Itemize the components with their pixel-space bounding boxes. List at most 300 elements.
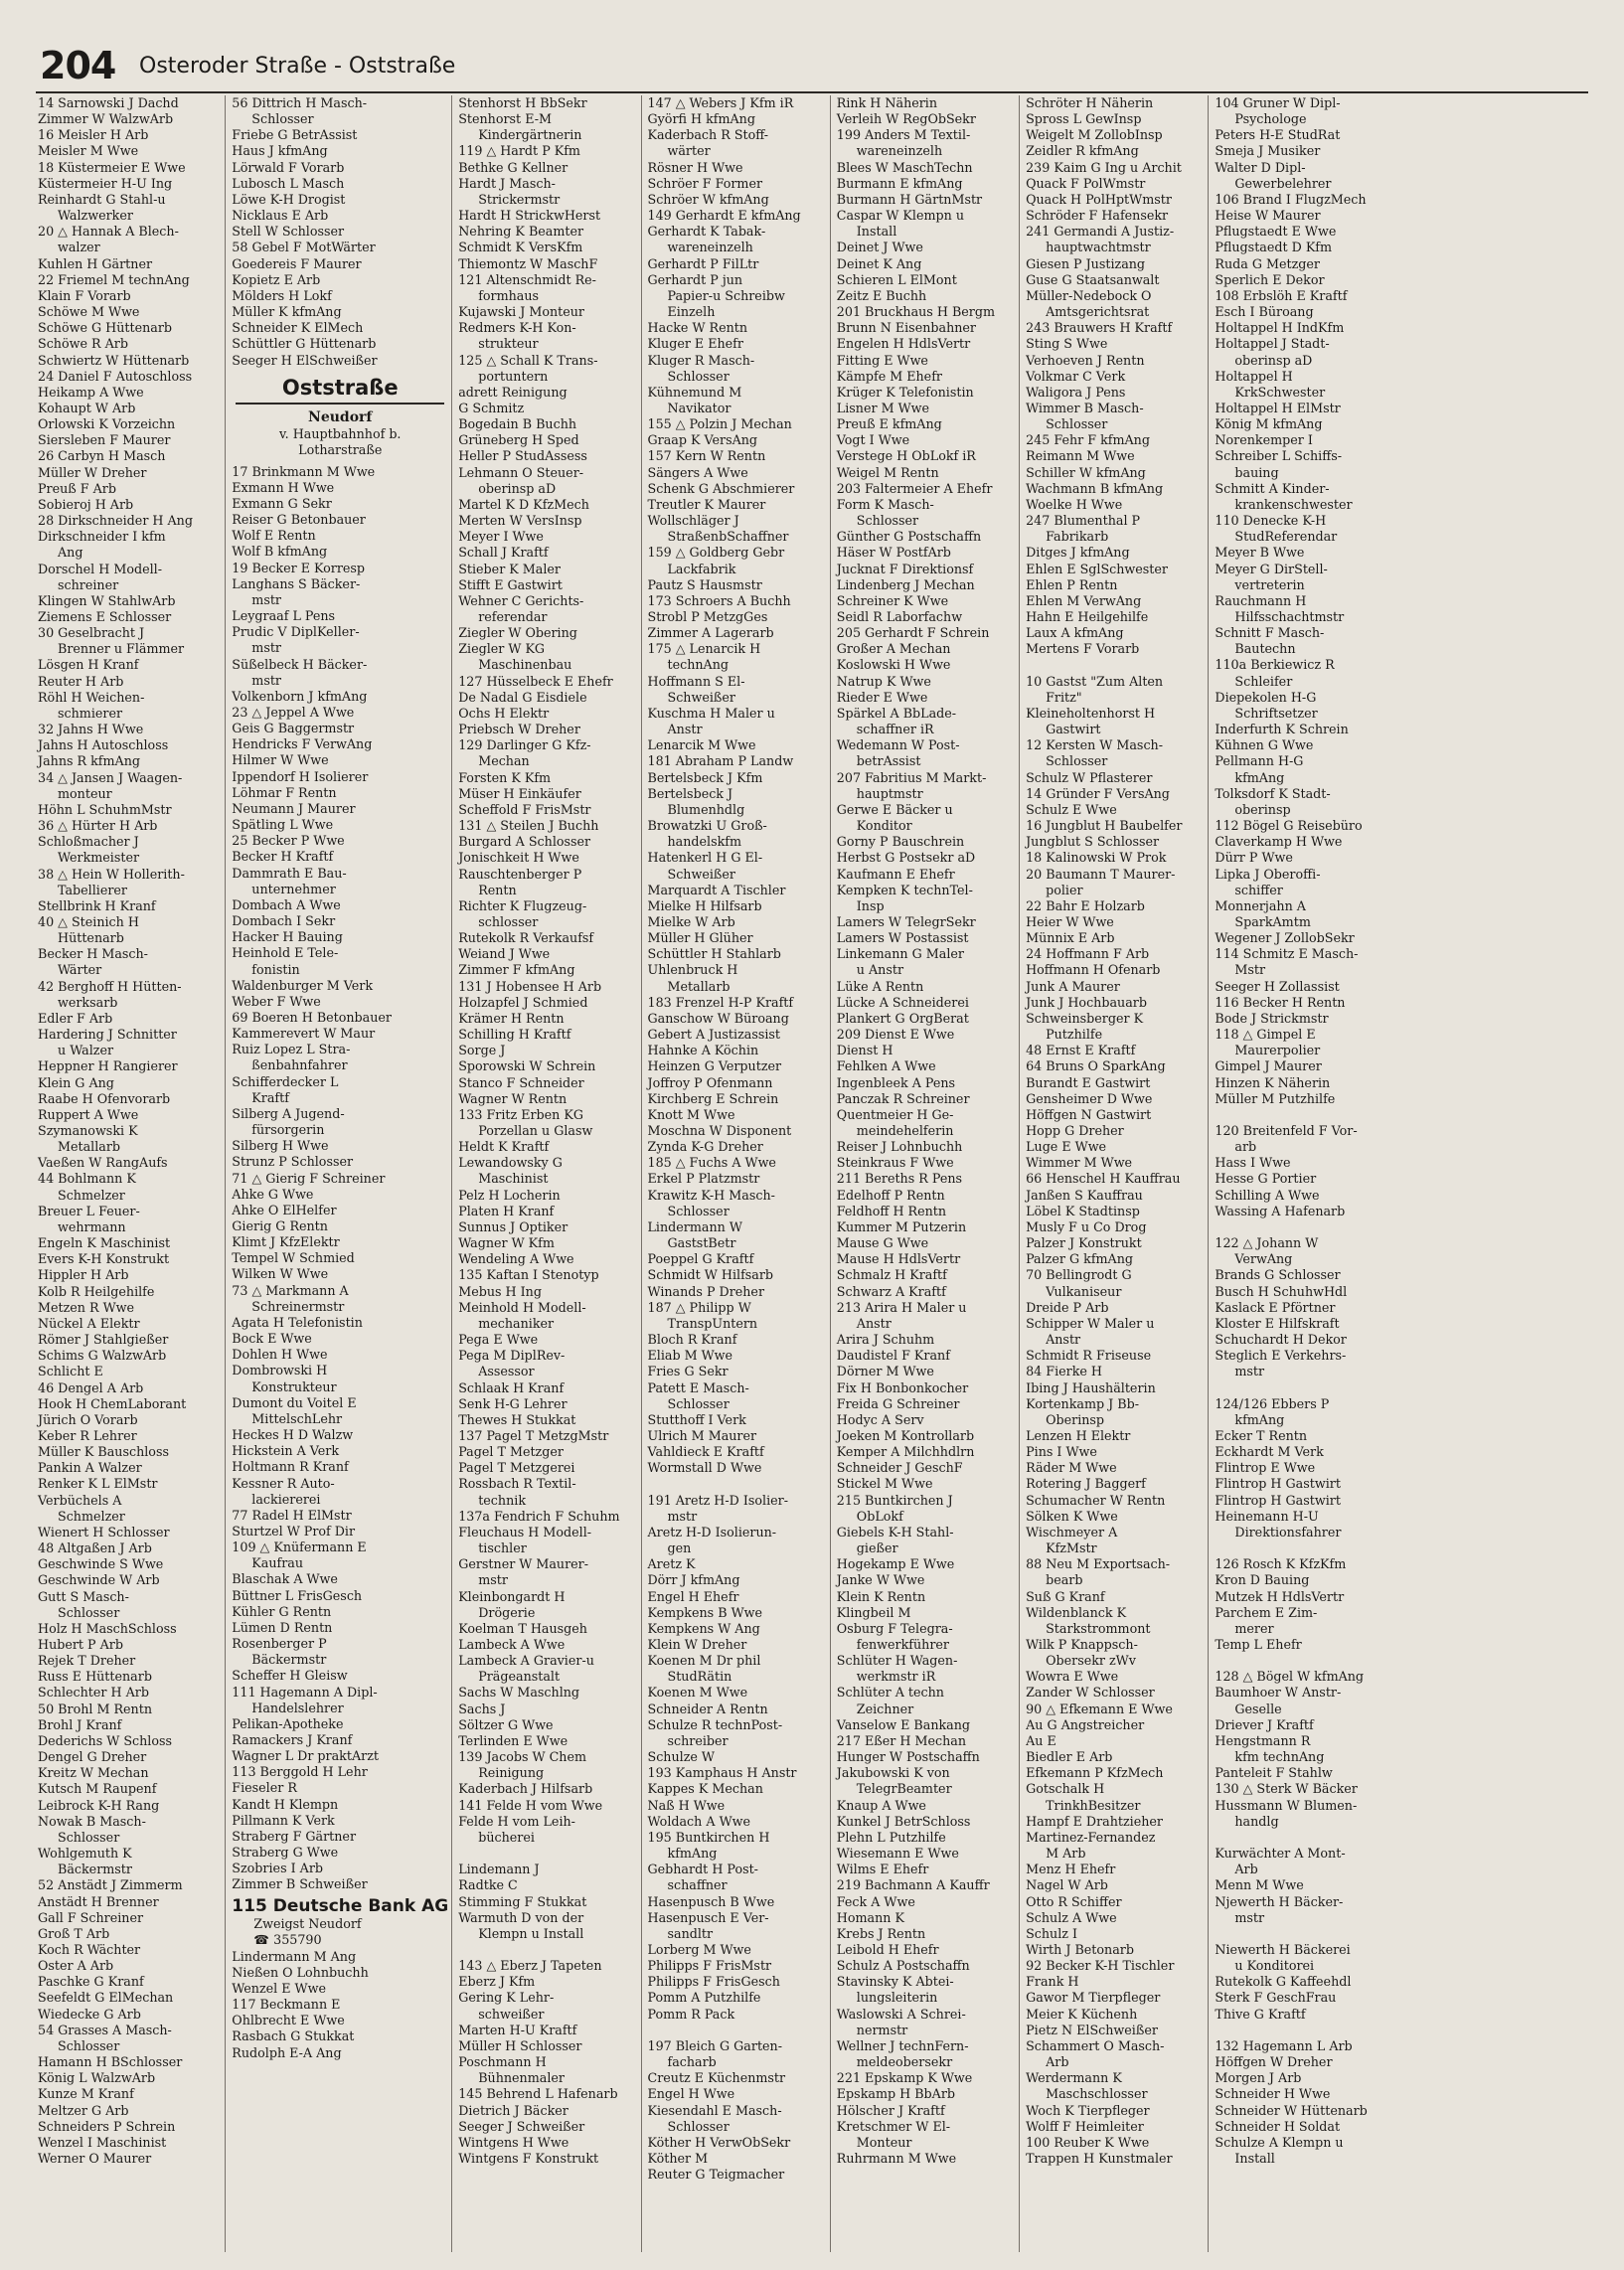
directory-entry-line: Pomm R Pack	[647, 2006, 735, 2022]
directory-entry-line: Hacker H Bauing	[232, 929, 343, 945]
directory-entry-line: Wenzel I Maschinist	[38, 2134, 167, 2150]
directory-entry-line: Prägeanstalt	[478, 1669, 561, 1685]
directory-entry-line: Inderfurth K Schrein	[1215, 722, 1349, 737]
directory-entry-line: Raabe H Ofenvorarb	[38, 1090, 171, 1106]
directory-entry-line: Lamers W Postassist	[836, 930, 969, 946]
directory-entry-line: Lorberg M Wwe	[647, 1941, 751, 1957]
directory-entry-line: 132 Hagemann L Arb	[1215, 2037, 1353, 2053]
directory-entry-line: Goedereis F Maurer	[232, 255, 362, 271]
directory-entry-line: 14 Sarnowski J Dachd	[38, 95, 179, 110]
directory-entry-line: Schröer W kfmAng	[647, 191, 769, 207]
directory-entry-line: 56 Dittrich H Masch-	[232, 95, 368, 110]
directory-entry-line: Stavinsky K Abtei-	[836, 1974, 954, 1990]
directory-entry-line: 16 Jungblut H Baubelfer	[1026, 818, 1183, 834]
directory-entry-line: Schlosser	[667, 1203, 730, 1218]
directory-entry-line: Schulz E Wwe	[1026, 801, 1117, 817]
directory-entry-line: Ziemens E Schlosser	[38, 609, 172, 624]
directory-entry-line: Walzwerker	[58, 208, 133, 224]
directory-entry-line: 48 Altgaßen J Arb	[38, 1540, 152, 1556]
directory-entry-line: 40 △ Steinich H	[38, 913, 139, 929]
directory-entry-line: Klempn u Install	[478, 1925, 584, 1941]
directory-entry-line: Pflugstaedt E Wwe	[1215, 224, 1337, 240]
directory-entry-line: Graap K VersAng	[647, 432, 758, 448]
directory-entry-line: Klimt J KfzElektr	[232, 1234, 340, 1250]
directory-entry-line: Philipps F FrisMstr	[647, 1958, 772, 1974]
directory-entry-line: Pagel T Metzger	[458, 1444, 564, 1460]
directory-entry-line: unternehmer	[251, 881, 336, 896]
directory-entry-line: Nowak B Masch-	[38, 1813, 146, 1829]
directory-entry-line: Krawitz K-H Masch-	[647, 1187, 775, 1203]
directory-entry-line: Hoffmann H Ofenarb	[1026, 962, 1161, 978]
directory-entry-line: Eliab M Wwe	[647, 1348, 733, 1364]
street-heading-block	[232, 373, 448, 458]
directory-entry-line: Meyer G DirStell-	[1215, 561, 1328, 576]
directory-entry-line: Wohlgemuth K	[38, 1846, 132, 1862]
directory-entry-line: Verstege H ObLokf iR	[836, 448, 976, 464]
directory-entry-line: Schlosser	[251, 111, 314, 127]
directory-entry-line: 22 Friemel M technAng	[38, 271, 190, 287]
directory-entry-line: Wintgens H Wwe	[458, 2134, 569, 2150]
directory-entry-line: Heinzen G Verputzer	[647, 1058, 782, 1074]
directory-entry-line: Stellbrink H Kranf	[38, 897, 156, 913]
directory-entry-line: Schneider A Rentn	[647, 1701, 768, 1716]
directory-entry-line: 118 △ Gimpel E	[1215, 1027, 1316, 1043]
directory-entry-line: Winands P Dreher	[647, 1283, 765, 1299]
directory-entry-line: 16 Meisler H Arb	[38, 127, 149, 143]
directory-entry-line: Schmidt W Hilfsarb	[647, 1267, 774, 1283]
directory-entry-line: 66 Henschel H Kauffrau	[1026, 1171, 1181, 1187]
directory-entry-line: Siersleben F Maurer	[38, 432, 171, 448]
directory-entry-line: Insp	[856, 897, 885, 913]
directory-entry-line	[1215, 1380, 1393, 1396]
directory-entry-line: Hussmann W Blumen-	[1215, 1797, 1358, 1813]
directory-entry-line: Eberz J Kfm	[458, 1974, 536, 1990]
directory-entry-line: Gerhardt P jun	[647, 271, 743, 287]
directory-entry-line: Leygraaf L Pens	[232, 608, 336, 624]
directory-entry-line: 44 Bohlmann K	[38, 1171, 136, 1187]
directory-entry-line: Schlechter H Arb	[38, 1685, 149, 1701]
directory-entry-line: Au E	[1026, 1732, 1056, 1748]
directory-entry-line: Preuß F Arb	[38, 480, 116, 496]
directory-entry-line: Klein G Ang	[38, 1074, 114, 1090]
directory-entry-line: 211 Bereths R Pens	[836, 1171, 963, 1187]
directory-entry-line: Krebs J Rentn	[836, 1925, 926, 1941]
directory-entry-line: Trappen H Kunstmaler	[1026, 2151, 1173, 2166]
bank-ad-title	[232, 1896, 448, 1916]
directory-entry-line: Deinet K Ang	[836, 255, 922, 271]
directory-entry-line: Bertelsbeck J	[647, 785, 733, 801]
directory-entry-line: Hodyc A Serv	[836, 1411, 924, 1427]
directory-entry-line: Krüger K Telefonistin	[836, 384, 974, 400]
directory-entry-line: Vanselow E Bankang	[836, 1716, 971, 1732]
directory-entry-line: Wienert H Schlosser	[38, 1524, 170, 1540]
directory-entry-line: kfmAng	[667, 1846, 718, 1862]
directory-entry-line: 191 Aretz H-D Isolier-	[647, 1492, 788, 1508]
directory-entry-line: Smeja J Musiker	[1215, 143, 1321, 159]
directory-entry-line: Schlosser	[58, 2037, 120, 2053]
directory-entry-line: Jungblut S Schlosser	[1026, 834, 1160, 850]
directory-entry-line: Löbel K Stadtinsp	[1026, 1203, 1140, 1218]
directory-entry-line: Kleineholtenhorst H	[1026, 705, 1156, 721]
directory-entry-line: Schiller W kfmAng	[1026, 464, 1146, 480]
directory-entry-line: Lewandowsky G	[458, 1155, 563, 1171]
page-header	[36, 40, 1588, 93]
directory-entry-line: Psychologe	[1234, 111, 1307, 127]
directory-entry-line: handlg	[1234, 1813, 1279, 1829]
directory-entry-line: Silberg A Jugend-	[232, 1105, 345, 1121]
directory-entry-line: Merten W VersInsp	[458, 513, 582, 529]
directory-entry-line: Holtappel H ElMstr	[1215, 400, 1341, 415]
directory-entry-line: kfmAng	[1234, 769, 1285, 785]
directory-entry-line: 52 Anstädt J Zimmerm	[38, 1877, 183, 1893]
directory-entry-line: Knott M Wwe	[647, 1106, 735, 1122]
directory-entry-line: oberinsp aD	[478, 480, 557, 496]
directory-entry-line: Wiesemann E Wwe	[836, 1846, 959, 1862]
directory-entry-line: Schlosser	[856, 513, 919, 529]
directory-entry-line: Kloster E Hilfskraft	[1215, 1315, 1340, 1331]
directory-entry-line: Hickstein A Verk	[232, 1443, 340, 1459]
directory-entry-line: KrkSchwester	[1234, 384, 1326, 400]
directory-entry-line: Vaeßen W RangAufs	[38, 1155, 168, 1171]
directory-entry-line: Pellmann H-G	[1215, 753, 1304, 769]
directory-entry-line: 193 Kamphaus H Anstr	[647, 1765, 797, 1781]
directory-entry-line: Drögerie	[478, 1604, 536, 1620]
directory-entry-line: Zeidler R kfmAng	[1026, 143, 1139, 159]
directory-entry-line: Wehner C Gerichts-	[458, 592, 584, 608]
directory-entry-line: Gotschalk H	[1026, 1781, 1105, 1797]
directory-entry-line: arb	[1234, 1139, 1257, 1155]
directory-entry-line: Einzelh	[667, 304, 716, 320]
directory-entry-line: Pelikan-Apotheke	[232, 1715, 344, 1731]
street-to: Lotharstraße	[298, 441, 383, 457]
directory-entry-line: Lackfabrik	[667, 561, 736, 576]
directory-entry-line: Zimmer B Schweißer	[232, 1876, 368, 1892]
directory-entry-line: Flintrop E Wwe	[1215, 1460, 1316, 1476]
directory-entry-line: Herbst G Postsekr aD	[836, 850, 976, 866]
directory-entry-line: Tempel W Schmied	[232, 1250, 355, 1266]
column-4	[641, 95, 830, 2252]
directory-entry-line: Quack H PolHptWmstr	[1026, 191, 1172, 207]
directory-entry-line: Eckhardt M Verk	[1215, 1444, 1324, 1460]
directory-entry-line: Obersekr zWv	[1046, 1653, 1136, 1669]
directory-entry-line: Hardt H StrickwHerst	[458, 208, 601, 224]
directory-entry-line: Pietz N ElSchweißer	[1026, 2022, 1158, 2037]
directory-entry-line: Wellner J technFern-	[836, 2037, 969, 2053]
directory-entry-line: Wilken W Wwe	[232, 1266, 329, 1282]
directory-entry-line: Hacke W Rentn	[647, 320, 748, 336]
directory-entry-line: oberinsp aD	[1234, 352, 1313, 368]
directory-entry-line: Efkemann P KfzMech	[1026, 1765, 1164, 1781]
directory-entry-line: Dombrowski H	[232, 1363, 328, 1378]
directory-entry-line: Paschke G Kranf	[38, 1974, 144, 1990]
directory-entry-line: Becker H Kraftf	[232, 849, 334, 865]
directory-entry-line: Monteur	[856, 2134, 912, 2150]
directory-entry-line: Biedler E Arb	[1026, 1749, 1113, 1765]
directory-entry-line: Nagel W Arb	[1026, 1877, 1108, 1893]
directory-entry-line: Fabrikarb	[1046, 529, 1109, 545]
directory-entry-line	[1215, 2023, 1393, 2038]
directory-entry-line: Schlaak H Kranf	[458, 1379, 565, 1395]
directory-entry-line: Install	[1234, 2151, 1275, 2166]
directory-entry-line: Thiemontz W MaschF	[458, 255, 598, 271]
directory-entry-line: Guse G Staatsanwalt	[1026, 271, 1160, 287]
directory-entry-line: Feldhoff H Rentn	[836, 1203, 947, 1218]
directory-entry-line: portuntern	[478, 368, 549, 384]
directory-entry-line: 84 Fierke H	[1026, 1364, 1102, 1379]
directory-entry-line: 92 Becker K-H Tischler	[1026, 1958, 1175, 1974]
directory-entry-line: Konstrukteur	[251, 1378, 337, 1394]
directory-entry-line: Bautechn	[1234, 641, 1296, 657]
directory-entry-line: Russ E Hüttenarb	[38, 1669, 152, 1685]
directory-entry-line: Hasenpusch E Ver-	[647, 1909, 769, 1925]
directory-entry-line	[1215, 1540, 1393, 1556]
directory-entry-line: Forsten K Kfm	[458, 769, 552, 785]
directory-entry-line: Kaderbach R Stoff-	[647, 127, 769, 143]
directory-entry-line: Ramackers J Kranf	[232, 1732, 353, 1747]
directory-entry-line: Ruda G Metzger	[1215, 255, 1320, 271]
directory-entry-line: Wildenblanck K	[1026, 1604, 1127, 1620]
directory-entry-line: Felde H vom Leih-	[458, 1813, 575, 1829]
directory-entry-line: Joeken M Kontrollarb	[836, 1427, 975, 1443]
directory-entry-line: Werdermann K	[1026, 2070, 1122, 2086]
directory-entry-line: Stieber K Maler	[458, 561, 561, 576]
directory-entry-line: 109 △ Knüfermann E	[232, 1540, 367, 1555]
directory-entry-line: Weber F Wwe	[232, 993, 321, 1009]
directory-entry-line: Lüke A Rentn	[836, 978, 924, 994]
directory-entry-line: Lücke A Schneiderei	[836, 994, 969, 1010]
directory-entry-line: hauptwachtmstr	[1046, 240, 1151, 255]
directory-entry-line: Handelslehrer	[251, 1700, 344, 1715]
directory-entry-line: 14 Gründer F VersAng	[1026, 785, 1170, 801]
directory-entry-line: Heise W Maurer	[1215, 208, 1321, 224]
directory-entry-line: Schreinermstr	[251, 1298, 345, 1314]
directory-entry-line: Driever J Kraftf	[1215, 1716, 1314, 1732]
directory-entry-line: Redmers K-H Kon-	[458, 320, 576, 336]
directory-entry-line: Tolksdorf K Stadt-	[1215, 785, 1331, 801]
directory-entry-line	[1215, 1653, 1393, 1669]
directory-entry-line: Norenkemper I	[1215, 432, 1313, 448]
directory-entry-line: Lenzen H Elektr	[1026, 1427, 1131, 1443]
directory-entry-line: Otto R Schiffer	[1026, 1893, 1122, 1909]
directory-entry-line: Geis G Baggermstr	[232, 721, 355, 736]
directory-entry-line: referendar	[478, 609, 548, 624]
directory-entry-line: Kunkel J BetrSchloss	[836, 1813, 971, 1829]
directory-entry-line: 50 Brohl M Rentn	[38, 1701, 152, 1716]
directory-entry-line: 130 △ Sterk W Bäcker	[1215, 1781, 1358, 1797]
bank-ad-number: 115	[232, 1895, 267, 1916]
directory-entry-line: Schlüter A techn	[836, 1685, 944, 1701]
directory-entry-line: Kopietz E Arb	[232, 271, 321, 287]
directory-entry-line: Engelen H HdlsVertr	[836, 336, 971, 352]
directory-entry-line: Treutler K Maurer	[647, 496, 766, 512]
directory-entry-line: Evers K-H Konstrukt	[38, 1251, 170, 1267]
column-2-entries-middle	[232, 464, 448, 1893]
directory-entry-line: Bethke G Kellner	[458, 159, 568, 175]
directory-entry-line: Dienst H	[836, 1043, 893, 1058]
directory-entry-line: 149 Gerhardt E kfmAng	[647, 208, 801, 224]
directory-entry-line: Volkenborn J kfmAng	[232, 688, 368, 704]
directory-entry-line: Fitting E Wwe	[836, 352, 928, 368]
directory-entry-line: Schröter H Näherin	[1026, 95, 1154, 110]
directory-entry-line: Schlosser	[1046, 753, 1108, 769]
directory-entry-line: M Arb	[1046, 1846, 1086, 1862]
directory-entry-line: Müller K Bauschloss	[38, 1444, 169, 1460]
directory-entry-line: Kühnen G Wwe	[1215, 737, 1314, 753]
directory-entry-line: Söltzer G Wwe	[458, 1716, 554, 1732]
directory-entry-line: Holtmann R Kranf	[232, 1459, 349, 1475]
directory-entry-line: Brenner u Flämmer	[58, 641, 185, 657]
directory-entry-line: Osburg F Telegra-	[836, 1620, 953, 1636]
directory-entry-line: Rink H Näherin	[836, 95, 938, 110]
directory-entry-line: Stickel M Wwe	[836, 1476, 933, 1492]
directory-entry-line: 22 Bahr E Holzarb	[1026, 897, 1145, 913]
directory-entry-line: Jürich O Vorarb	[38, 1411, 138, 1427]
directory-entry-line: Rentn	[478, 882, 517, 897]
directory-entry-line: 106 Brand I FlugzMech	[1215, 191, 1367, 207]
directory-entry-line: Nießen O Lohnbuchh	[232, 1964, 369, 1980]
directory-entry-line: merer	[1234, 1620, 1274, 1636]
directory-entry-line: Kurwächter A Mont-	[1215, 1846, 1346, 1862]
directory-entry-line: Sachs W Maschlng	[458, 1685, 580, 1701]
directory-entry-line: Heckes H D Walzw	[232, 1427, 354, 1443]
directory-entry-line: schweißer	[478, 2006, 545, 2022]
directory-entry-line: Gerwe E Bäcker u	[836, 801, 953, 817]
directory-entry-line: Freida G Schreiner	[836, 1395, 960, 1411]
directory-entry-line: Schulze R technPost-	[647, 1716, 783, 1732]
directory-entry-line: Woelke H Wwe	[1026, 496, 1123, 512]
directory-entry-line: Joffroy P Ofenmann	[647, 1074, 773, 1090]
directory-entry-line: lackiererei	[251, 1491, 321, 1507]
directory-entry-line: Müller W Dreher	[38, 464, 147, 480]
directory-entry-line: 199 Anders M Textil-	[836, 127, 971, 143]
directory-entry-line: Marten H-U Kraftf	[458, 2022, 577, 2037]
directory-entry-line: Ruhrmann M Wwe	[836, 2151, 957, 2166]
directory-entry-line: Jonischkeit H Wwe	[458, 850, 579, 866]
directory-entry-line: Maschinenbau	[478, 657, 572, 673]
directory-entry-line: Schilling A Wwe	[1215, 1187, 1320, 1203]
street-title: Oststraße	[236, 373, 444, 405]
page-number: 204	[40, 44, 116, 87]
directory-entry-line: Spross L GewInsp	[1026, 111, 1142, 127]
directory-entry-line: Kirchberg E Schrein	[647, 1090, 779, 1106]
directory-entry-line: Bertelsbeck J Kfm	[647, 769, 763, 785]
bank-advertisement	[232, 1896, 448, 1948]
directory-entry-line: Schmelzer	[58, 1508, 125, 1524]
directory-entry-line: Assessor	[478, 1364, 535, 1379]
directory-entry-line: Jahns H Autoschloss	[38, 737, 169, 753]
directory-entry-line: Scheffer H Gleisw	[232, 1668, 348, 1684]
directory-entry-line: Kandt H Klempn	[232, 1796, 339, 1812]
directory-entry-line: 113 Berggold H Lehr	[232, 1764, 368, 1780]
directory-entry-line: Amtsgerichtsrat	[1046, 304, 1150, 320]
directory-entry-line: Gall F Schreiner	[38, 1909, 144, 1925]
directory-entry-line: Wagner W Rentn	[458, 1090, 568, 1106]
directory-entry-line: Wirth J Betonarb	[1026, 1941, 1134, 1957]
directory-entry-line: Janke W Wwe	[836, 1572, 925, 1588]
directory-entry-line: 205 Gerhardt F Schrein	[836, 625, 990, 641]
directory-entry-line: Bäckermstr	[58, 1862, 132, 1877]
directory-entry-line: Dumont du Voitel E	[232, 1394, 357, 1410]
directory-entry-line: König M kfmAng	[1215, 416, 1323, 432]
directory-entry-line: Metzen R Wwe	[38, 1299, 134, 1315]
directory-entry-line: 20 Baumann T Maurer-	[1026, 866, 1176, 882]
directory-entry-line: Wimmer M Wwe	[1026, 1155, 1133, 1171]
directory-entry-line: 203 Faltermeier A Ehefr	[836, 480, 993, 496]
directory-entry-line: Niewerth H Bäckerei	[1215, 1941, 1351, 1957]
directory-entry-line: Terlinden E Wwe	[458, 1732, 568, 1748]
directory-entry-line: Dammrath E Bau-	[232, 865, 347, 881]
directory-entry-line: Häser W PostfArb	[836, 545, 951, 561]
directory-entry-line: Jucknat F Direktionsf	[836, 561, 974, 576]
directory-entry-line: Kaderbach J Hilfsarb	[458, 1781, 593, 1797]
directory-entry-line: Wowra E Wwe	[1026, 1669, 1119, 1685]
directory-entry-line: Heinhold E Tele-	[232, 945, 339, 961]
directory-entry-line: Heller P StudAssess	[458, 448, 587, 464]
directory-entry-line: Koenen M Wwe	[647, 1685, 748, 1701]
directory-entry-line: Röhl H Weichen-	[38, 689, 145, 705]
directory-entry-line: 70 Bellingrodt G	[1026, 1267, 1132, 1283]
directory-entry-line: König L WalzwArb	[38, 2070, 156, 2086]
directory-entry-line: Wachmann B kfmAng	[1026, 480, 1164, 496]
directory-entry-line: 121 Altenschmidt Re-	[458, 271, 596, 287]
directory-entry-line: Stell W Schlosser	[232, 224, 345, 240]
directory-entry-line: 26 Carbyn H Masch	[38, 448, 166, 464]
directory-entry-line: Hogekamp E Wwe	[836, 1556, 955, 1572]
directory-entry-line: Hendricks F VerwAng	[232, 736, 373, 752]
directory-entry-line: Linkemann G Maler	[836, 946, 964, 962]
directory-entry-line: GaststBetr	[667, 1235, 736, 1251]
directory-entry-line: Diepekolen H-G	[1215, 689, 1317, 705]
directory-entry-line: Blaschak A Wwe	[232, 1571, 338, 1587]
directory-entry-line: strukteur	[478, 336, 539, 352]
directory-entry-line: Suß G Kranf	[1026, 1588, 1105, 1604]
directory-entry-line: Steinkraus F Wwe	[836, 1155, 954, 1171]
directory-entry-line: Rösner H Wwe	[647, 159, 743, 175]
directory-entry-line: 36 △ Hürter H Arb	[38, 818, 158, 834]
directory-entry-line: Wagner L Dr praktArzt	[232, 1748, 379, 1764]
directory-entry-line: Kempkens W Ang	[647, 1620, 760, 1636]
directory-entry-line: 201 Bruckhaus H Bergm	[836, 304, 995, 320]
directory-entry-line: 120 Breitenfeld F Vor-	[1215, 1123, 1358, 1138]
directory-entry-line: 239 Kaim G Ing u Archit	[1026, 159, 1182, 175]
directory-entry-line: 30 Geselbracht J	[38, 625, 145, 641]
directory-entry-line: Spärkel A BbLade-	[836, 705, 957, 721]
directory-entry-line: Dombach I Sekr	[232, 913, 336, 929]
directory-entry-line: Schüttler G Hüttenarb	[232, 336, 377, 352]
directory-entry-line: Hahnke A Köchin	[647, 1043, 759, 1058]
directory-entry-line: Wolf E Rentn	[232, 528, 316, 544]
directory-entry-line: KfzMstr	[1046, 1540, 1097, 1556]
bank-ad-branch: Zweigst Neudorf	[253, 1915, 362, 1931]
directory-entry-line: Hubert P Arb	[38, 1637, 123, 1652]
directory-entry-line: Weigel M Rentn	[836, 464, 939, 480]
directory-entry-line: Neumann J Maurer	[232, 800, 356, 816]
directory-entry-line: Schweißer	[667, 866, 735, 882]
directory-entry-line: meldeobersekr	[856, 2054, 953, 2070]
directory-entry-line: Schreiber L Schiffs-	[1215, 448, 1343, 464]
directory-entry-line: Schumacher W Rentn	[1026, 1492, 1166, 1508]
directory-entry-line: Mechan	[478, 753, 530, 769]
directory-entry-line	[1215, 1926, 1393, 1942]
directory-entry-line: Ang	[58, 545, 83, 561]
directory-entry-line: Hilfsschachtmstr	[1234, 609, 1345, 624]
directory-entry-line: tischler	[478, 1540, 527, 1556]
directory-entry-line: Burandt E Gastwirt	[1026, 1074, 1151, 1090]
directory-entry-line: 34 △ Jansen J Waagen-	[38, 769, 183, 785]
directory-entry-line: Kühler G Rentn	[232, 1603, 332, 1619]
directory-entry-line: Süßelbeck H Bäcker-	[232, 656, 368, 672]
directory-entry-line: Zimmer W WalzwArb	[38, 111, 174, 127]
